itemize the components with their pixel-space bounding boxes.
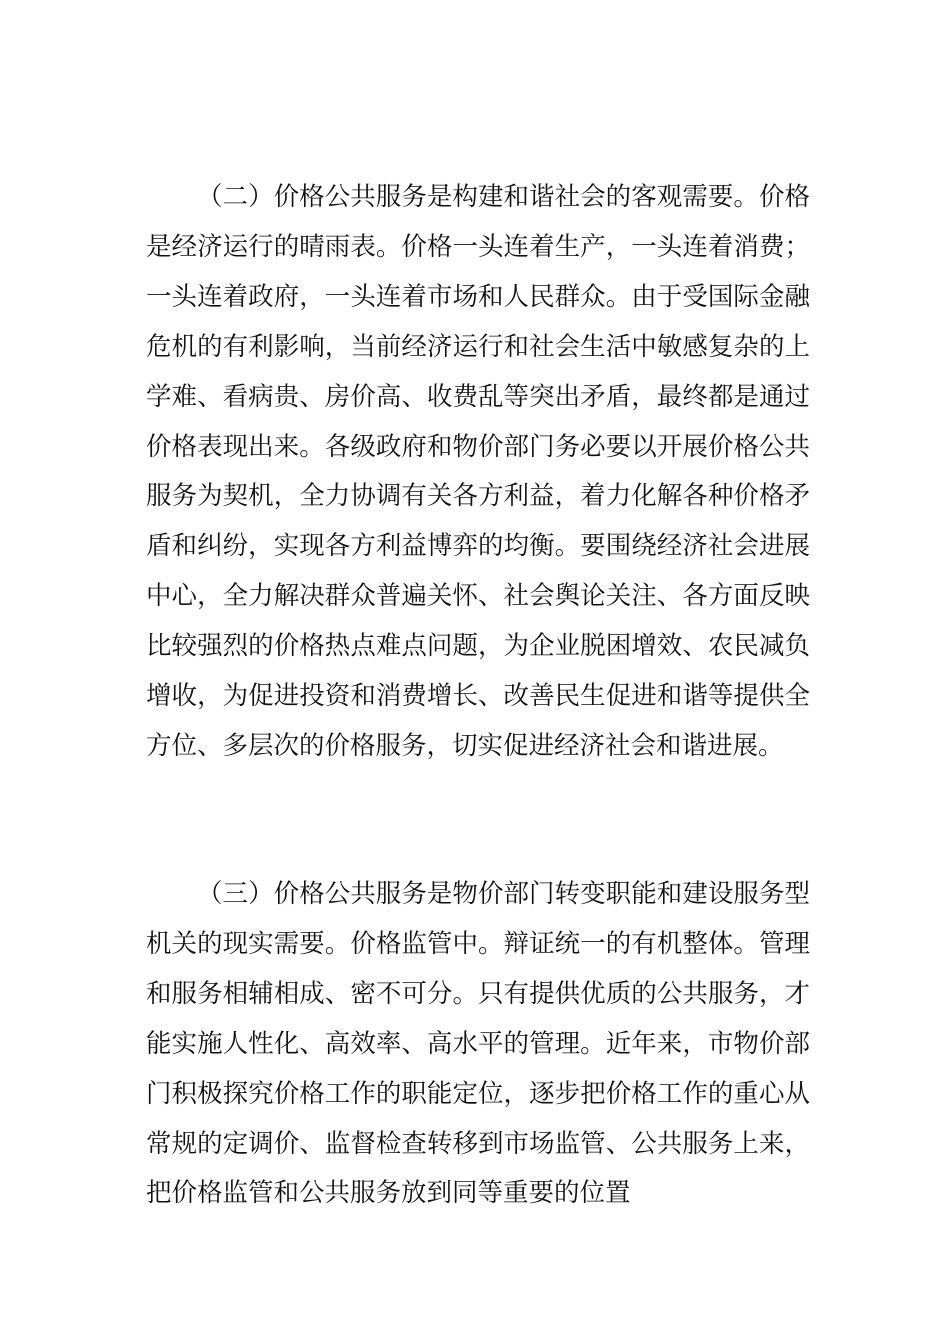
paragraph-3: （三）价格公共服务是物价部门转变职能和建设服务型机关的现实需要。价格监管中。辩证统一的有机整体。管理和服务相辅相成、密不可分。只有提供优质的公共服务，才能实施人性化、高效率、高水平的管理。近年来，市物价部门积极探究价格工作的职能定位，逐步把价格工作的重心从常规的定调价、监督检查转移到市场监管、公共服务上来，把价格监管和公共服务放到同等重要的位置 [146, 879, 810, 1209]
paragraph-2: （二）价格公共服务是构建和谐社会的客观需要。价格是经济运行的晴雨表。价格一头连着生产，一头连着消费；一头连着政府，一头连着市场和人民群众。由于受国际金融危机的有利影响，当前经济运行和社会生活中敏感复杂的上学难、看病贵、房价高、收费乱等突出矛盾，最终都是通过价格表现出来。各级政府和物价部门务必要以开展价格公共服务为契机，全力协调有关各方利益，着力化解各种价格矛盾和纠纷，实现各方利益博弈的均衡。要围绕经济社会进展中心，全力解决群众普遍关怀、社会舆论关注、各方面反映比较强烈的价格热点难点问题，为企业脱困增效、农民减负增收，为促进投资和消费增长、改善民生促进和谐等提供全方位、多层次的价格服务，切实促进经济社会和谐进展。 [146, 182, 810, 761]
